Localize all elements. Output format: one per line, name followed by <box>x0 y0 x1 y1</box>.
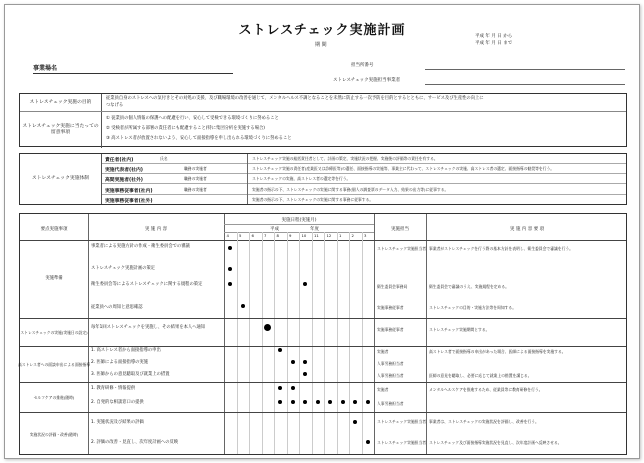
col-content-header: 実 施 内 容 <box>144 227 168 232</box>
plan-sheet <box>4 4 640 459</box>
task-owner: 衛生委員会事務局 <box>377 284 408 289</box>
org-note: ストレスチェック実施の総括責任者として、計画の策定、実施状況の把握、実施後の評価等の責任を有する。 <box>252 156 438 161</box>
schedule-dot <box>353 400 357 404</box>
schedule-dot <box>366 400 370 404</box>
implementer-label: ストレスチェック実施担当事業者 <box>333 78 401 83</box>
task-note: 高ストレス者で面接指導の申出があった場合、医師による面接指導を実施する。 <box>429 349 566 354</box>
task-owner: ストレスチェック実施担当者 <box>377 246 427 251</box>
schedule-dot <box>291 400 295 404</box>
task-content: 従業員への周知と意思確認 <box>91 305 143 310</box>
org-note: 実施者の指示の下、ストレスチェックの実施に関する事務に従事する。 <box>252 197 374 202</box>
org-name: 職務の実施者 <box>184 176 207 181</box>
task-owner: 人事労務担当者 <box>377 361 404 366</box>
purpose-row <box>20 94 626 112</box>
org-name: 職務の実施者 <box>184 166 207 171</box>
notes-row <box>20 112 626 148</box>
schedule-dot <box>228 246 232 250</box>
task-note: 医師の意見を聴取し、必要に応じて就業上の措置を講じる。 <box>429 373 532 378</box>
task-content: 2. 自発的な相談窓口の提供 <box>91 400 144 405</box>
task-content: ストレスチェック実施計画の策定 <box>91 266 156 271</box>
month-label: 1 <box>339 233 342 238</box>
col-divider <box>426 214 427 454</box>
month-label: 11 <box>314 233 319 238</box>
schedule-dots <box>224 214 374 456</box>
schedule-dot <box>264 324 271 331</box>
task-content: 3. 医師からの意見聴取及び就業上の措置 <box>91 372 170 377</box>
section-label: 高ストレス者への面談申出による面接指導 <box>17 361 91 367</box>
org-note: ストレスチェック実施の責任者(産業医又は診療医等)の選任、面接指導の実施等、事業主に代わって、ストレスチェックの実施、高ストレス者の選定、面接指導の勧奨等を行う。 <box>252 166 555 171</box>
task-owner: ストレスチェック実施担当者 <box>377 440 427 445</box>
purpose-text-2: つなげる <box>106 103 124 108</box>
month-label: 12 <box>326 233 332 238</box>
schedule-dot <box>353 420 357 424</box>
task-content: 毎年1回ストレスチェックを実施し、その結果を本人へ通知 <box>91 325 206 330</box>
col-divider <box>88 214 89 454</box>
registration-line <box>425 69 625 70</box>
office-line <box>33 73 233 74</box>
task-content: 2. 医師による面接指導の実施 <box>91 360 149 365</box>
col-year-era: 平成 <box>270 227 279 232</box>
registration-label: 担当所番号 <box>351 63 374 68</box>
policy-table <box>19 93 627 147</box>
task-owner: 実施者 <box>377 349 389 354</box>
month-label: 4 <box>226 233 229 238</box>
schedule-dot <box>303 400 307 404</box>
task-content: 衛生委員会等によるストレスチェックに関する規程の策定 <box>91 282 203 287</box>
task-note: 事業者は、ストレスチェックの実施状況を評価し、改善を行う。 <box>429 419 539 424</box>
organization-table <box>19 153 627 205</box>
notes-label: ストレスチェック実施に当たっての留意事項 <box>20 112 102 148</box>
section-label: ストレスチェックの実施(実施日の設定) <box>20 329 88 335</box>
month-label: 6 <box>251 233 254 238</box>
section-label: セルフケアの推進(随時) <box>33 394 75 400</box>
task-note: 衛生委員会で審議のうえ、実施規程を定める。 <box>429 284 509 289</box>
task-owner: 実施者 <box>377 387 389 392</box>
task-note: 事業者がストレスチェックを行う際の基本方針を表明し、衛生委員会で審議を行う。 <box>429 246 573 251</box>
office-label: 事業場名 <box>33 65 58 72</box>
task-content: 2. 評価の改善・見直し、次年度計画への反映 <box>91 440 179 445</box>
page-title: ストレスチェック実施計画 <box>238 23 406 38</box>
org-role: 実施事務従事者(社外) <box>105 199 153 204</box>
organization-label: ストレスチェック実施体制 <box>20 154 102 204</box>
org-row <box>102 164 626 174</box>
month-label: 10 <box>301 233 307 238</box>
date-to: 平成 年 月 日 まで <box>475 41 513 46</box>
period-label: 期 間 <box>315 42 327 48</box>
schedule-dot <box>366 440 370 444</box>
note-item: ② 受検者が所属する部署の責任者にも配慮すること(特に集団分析を実施する場合) <box>106 126 265 131</box>
organization-rows <box>102 154 626 204</box>
task-owner: 実施事務従事者 <box>377 327 404 332</box>
schedule-dot <box>303 282 307 286</box>
schedule-dot <box>316 400 320 404</box>
schedule-dot <box>303 372 307 376</box>
org-role: 責任者(社内) <box>105 158 134 163</box>
task-owner: 実施事務従事者 <box>377 305 404 310</box>
schedule-dot <box>278 400 282 404</box>
month-label: 8 <box>276 233 279 238</box>
purpose-text-1: 従業員自身のストレスへの気付きとその対処の支援、及び職場環境の改善を通じて、メンタルヘルス不調となることを未然に防止する一次予防を目的とするとともに、サービス及び生産性の向上に <box>106 96 484 101</box>
schedule-dot <box>228 282 232 286</box>
date-from: 平成 年 月 日 から <box>475 34 513 39</box>
month-label: 5 <box>239 233 242 238</box>
org-name: 氏名 <box>160 156 168 161</box>
section-label: 実施状況の評価・改善(随時) <box>29 431 79 437</box>
org-name: 職務の実施者 <box>184 187 207 192</box>
col-year-suffix: 年度 <box>310 227 319 232</box>
task-note: ストレスチェックの目的・実施方法等を周知する。 <box>429 305 517 310</box>
schedule-dot <box>328 400 332 404</box>
task-note: ストレスチェック及び面接指導実施状況を見直し、次年度計画へ反映させる。 <box>429 440 562 445</box>
task-note: ストレスチェック実施期間とする。 <box>429 327 490 332</box>
org-row <box>102 184 626 195</box>
org-role: 実施事務従事者(社内) <box>105 189 153 194</box>
org-row <box>102 154 626 164</box>
task-content: 1. 高ストレス者から面接指導の申出 <box>91 348 161 353</box>
task-content: 1. 教育研修・情報提供 <box>91 386 136 391</box>
org-divider <box>247 154 248 204</box>
org-note: ストレスチェックの実施、高ストレス者の選定等を行う。 <box>252 176 351 181</box>
schedule-dot <box>303 360 307 364</box>
schedule-dot <box>278 386 282 390</box>
section-label: 実施準備 <box>45 276 63 281</box>
month-label: 3 <box>364 233 367 238</box>
note-item: ③ 高ストレス者が放置されないよう、安心して面接指導を申し出られる環境づくりに努めること <box>106 136 292 141</box>
org-note: 実施者の指示の下、ストレスチェックの実施に関する事務(個人の調査票のデータ入力、結果の出力等)に従事する。 <box>252 187 449 192</box>
date-range <box>475 33 512 47</box>
schedule-dot <box>278 348 282 352</box>
month-label: 7 <box>264 233 267 238</box>
schedule-dot <box>228 267 232 271</box>
schedule-dot <box>341 400 345 404</box>
schedule-dot <box>241 304 245 308</box>
col-notes-header: 実 施 内 容 要 項 <box>509 227 545 232</box>
org-role: 高間実施者(社外) <box>105 178 143 183</box>
note-item: ① 従業員の個人情報の保護への配慮を行い、安心して受検できる環境づくりに努めること <box>106 116 279 121</box>
col-owner-header: 実施担当 <box>391 227 409 232</box>
task-note: メンタルヘルスケアを推進するため、従業員等に教育研修を行う。 <box>429 387 543 392</box>
task-owner: ストレスチェック実施担当者 <box>377 419 427 424</box>
org-row <box>102 195 626 205</box>
purpose-label: ストレスチェック実施の目的 <box>20 94 102 111</box>
month-label: 2 <box>351 233 354 238</box>
task-content: 1. 実施状況及び結果の評価 <box>91 420 144 425</box>
col-timing-header: 実施日程(実施月) <box>281 218 317 223</box>
schedule-table <box>19 213 627 455</box>
org-role: 実施代表者(社内) <box>105 168 143 173</box>
col-divider <box>374 214 375 454</box>
schedule-dot <box>291 386 295 390</box>
org-row <box>102 174 626 184</box>
implementer-line <box>425 84 625 85</box>
task-owner: 人事労務担当者 <box>377 373 404 378</box>
col-items-header: 要点実施事項 <box>40 227 68 232</box>
month-label: 9 <box>289 233 292 238</box>
schedule-dot <box>291 360 295 364</box>
task-content: 事業者による実施方針の作成・衛生委員会での審議 <box>91 244 190 249</box>
task-owner: 人事労務担当者 <box>377 401 404 406</box>
